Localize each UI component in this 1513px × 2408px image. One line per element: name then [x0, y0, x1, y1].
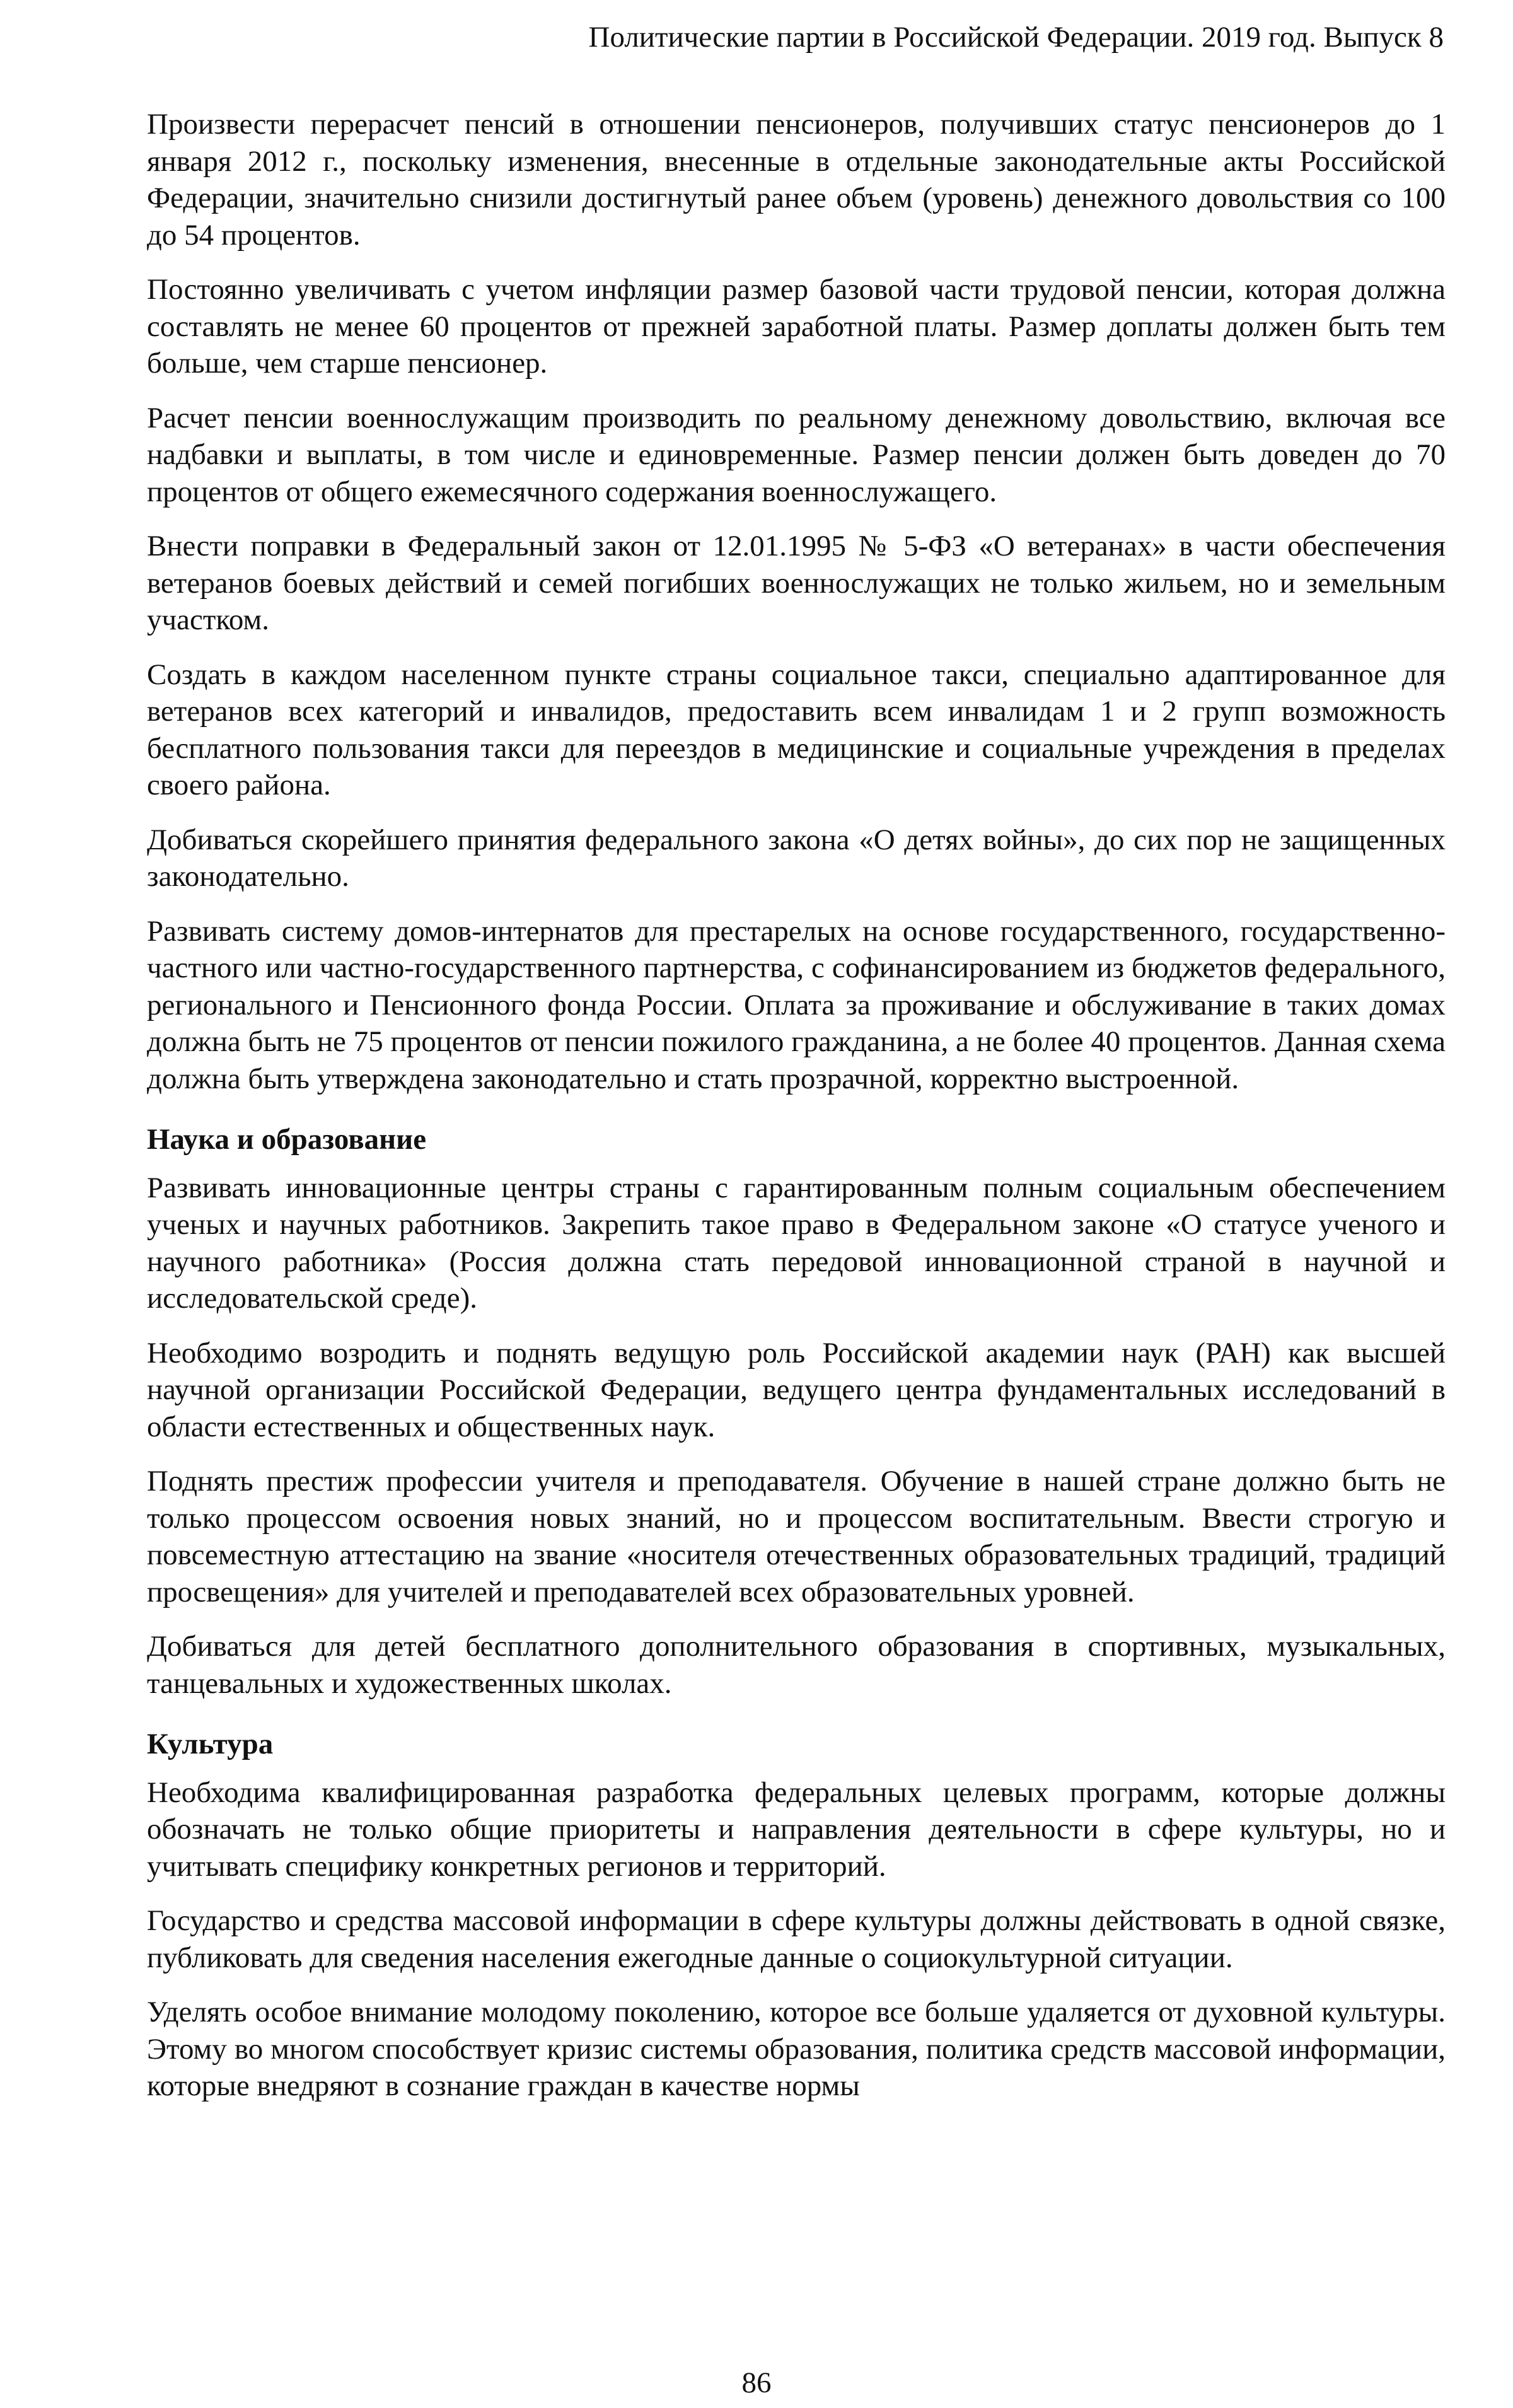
- paragraph: Создать в каждом населенном пункте страны социальное такси, специально адаптированное для ветеранов всех категорий и инвалидов, предоставить всем инвалидам 1 и 2 групп возможность бесплатного пользования такси для переездов в медицинские и социальные учреждения в пределах своего района.: [147, 658, 1446, 801]
- page-body: [147, 106, 1446, 2122]
- section-heading: Культура: [147, 1728, 274, 1760]
- paragraph: Развивать инновационные центры страны с гарантированным полным социальным обеспечением ученых и научных работников. Закрепить такое право в Федеральном законе «О статусе ученого и научного работника» (Россия должна стать передовой инновационной страной в научной и исследовательской среде).: [147, 1171, 1446, 1315]
- paragraph: Поднять престиж профессии учителя и преподавателя. Обучение в нашей стране должно быть не только процессом освоения новых знаний, но и процессом воспитательным. Ввести строгую и повсеместную аттестацию на звание «носителя отечественных образовательных традиций, традиций просвещения» для учителей и преподавателей всех образовательных уровней.: [147, 1465, 1446, 1608]
- paragraph: Развивать систему домов-интернатов для престарелых на основе государственного, государственно-частного или частно-государственного партнерства, с софинансированием из бюджетов федерального, регионального и Пенсионного фонда России. Оплата за проживание и обслуживание в таких домах должна быть не 75 процентов от пенсии пожилого гражданина, а не более 40 процентов. Данная схема должна быть утверждена законодательно и стать прозрачной, корректно выстроенной.: [147, 914, 1446, 1095]
- section-heading: Наука и образование: [147, 1123, 427, 1156]
- paragraph: Расчет пенсии военнослужащим производить по реальному денежному довольствию, включая все надбавки и выплаты, в том числе и единовременные. Размер пенсии должен быть доведен до 70 процентов от общего ежемесячного содержания военнослужащего.: [147, 401, 1446, 508]
- paragraph: Произвести перерасчет пенсий в отношении пенсионеров, получивших статус пенсионеров до 1 января 2012 г., поскольку изменения, внесенные в отдельные законодательные акты Российской Федерации, значительно снизили достигнутый ранее объем (уровень) денежного довольствия со 100 до 54 процентов.: [147, 108, 1446, 252]
- running-header: Политические партии в Российской Федерации. 2019 год. Выпуск 8: [588, 21, 1444, 54]
- paragraph: Добиваться для детей бесплатного дополнительного образования в спортивных, музыкальных, танцевальных и художественных школах.: [147, 1630, 1446, 1700]
- paragraph: Внести поправки в Федеральный закон от 12.01.1995 № 5-ФЗ «О ветеранах» в части обеспечения ветеранов боевых действий и семей погибших военнослужащих не только жильем, но и земельным участком.: [147, 530, 1446, 636]
- paragraph: Необходимо возродить и поднять ведущую роль Российской академии наук (РАН) как высшей научной организации Российской Федерации, ведущего центра фундаментальных исследований в области естественных и общественных наук.: [147, 1336, 1446, 1443]
- paragraph: Постоянно увеличивать с учетом инфляции размер базовой части трудовой пенсии, которая должна составлять не менее 60 процентов от прежней заработной платы. Размер доплаты должен быть тем больше, чем старше пенсионер.: [147, 273, 1446, 380]
- paragraph: Уделять особое внимание молодому поколению, которое все больше удаляется от духовной культуры. Этому во многом способствует кризис системы образования, политика средств массовой информации, которые внедряют в сознание граждан в качестве нормы: [147, 1996, 1446, 2102]
- paragraph: Государство и средства массовой информации в сфере культуры должны действовать в одной связке, публиковать для сведения населения ежегодные данные о социокультурной ситуации.: [147, 1904, 1446, 1974]
- page-number: 86: [741, 2366, 772, 2399]
- paragraph: Добиваться скорейшего принятия федерального закона «О детях войны», до сих пор не защищенных законодательно.: [147, 823, 1446, 893]
- paragraph: Необходима квалифицированная разработка федеральных целевых программ, которые должны обозначать не только общие приоритеты и направления деятельности в сфере культуры, но и учитывать специфику конкретных регионов и территорий.: [147, 1776, 1446, 1883]
